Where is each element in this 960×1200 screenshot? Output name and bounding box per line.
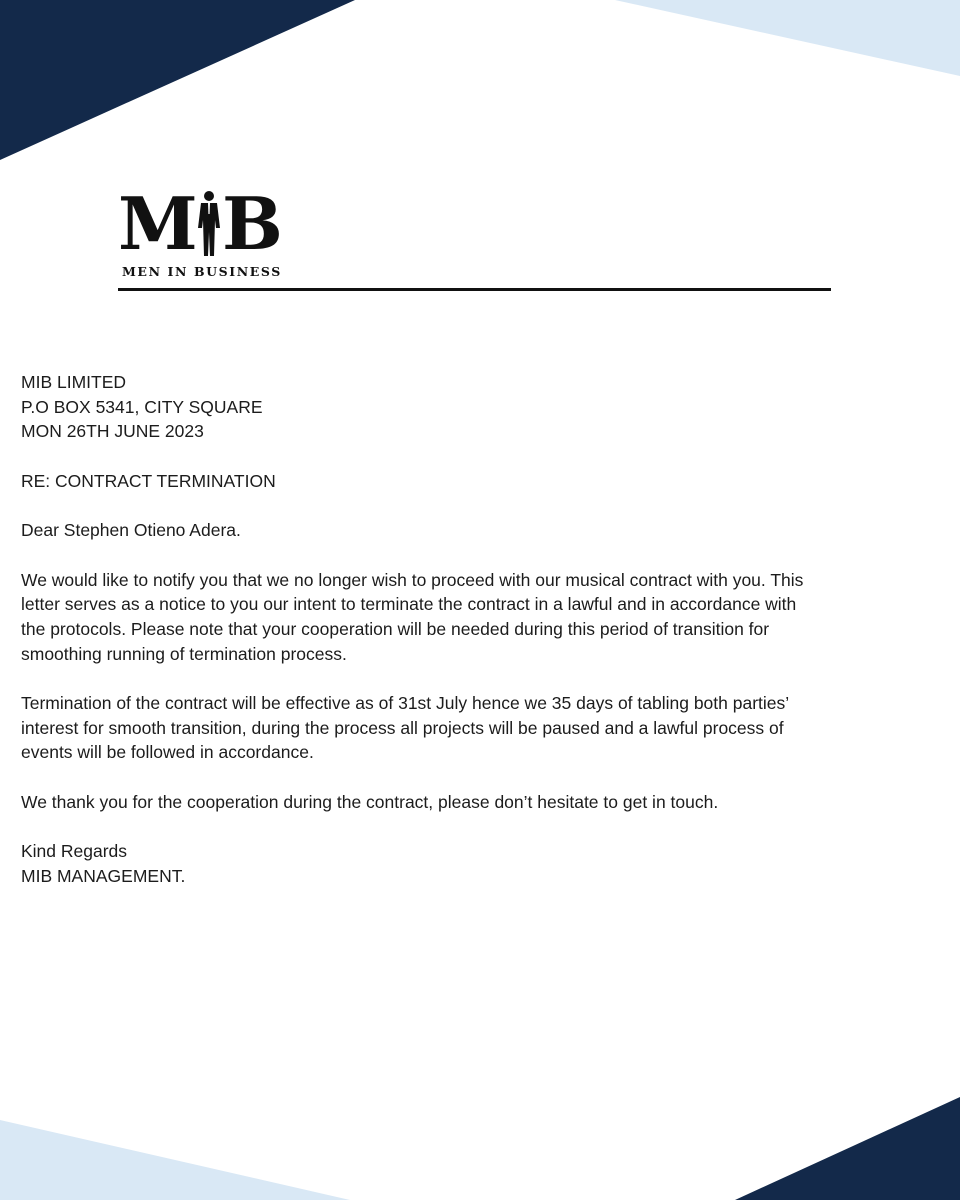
- body-line: Termination of the contract will be effective as of 31st July hence we 35 days of tabling both parties’: [21, 693, 790, 714]
- body-paragraph-1: [21, 568, 956, 667]
- body-line: smoothing running of termination process.: [21, 643, 347, 664]
- letter-body: [21, 370, 956, 913]
- subject-line: RE: CONTRACT TERMINATION: [21, 470, 276, 491]
- company-address: P.O BOX 5341, CITY SQUARE: [21, 396, 263, 417]
- body-line: events will be followed in accordance.: [21, 742, 314, 763]
- salutation: Dear Stephen Otieno Adera.: [21, 520, 241, 541]
- company-name: MIB LIMITED: [21, 372, 127, 392]
- businessman-figure-icon: [194, 190, 224, 260]
- body-line: interest for smooth transition, during the process all projects will be paused and a lawful process of: [21, 717, 784, 738]
- header-divider: [118, 288, 831, 291]
- company-logo: [118, 181, 288, 280]
- sender-block: [21, 370, 956, 444]
- top-left-navy-shape: [0, 0, 355, 160]
- body-line: letter serves as a notice to you our intent to terminate the contract in a lawful and in accordance with: [21, 594, 797, 615]
- top-right-lightblue-shape: [615, 0, 960, 76]
- letter-date: MON 26TH JUNE 2023: [21, 421, 204, 442]
- bottom-left-lightblue-shape: [0, 1120, 350, 1200]
- closing-regards: Kind Regards: [21, 841, 128, 862]
- logo-tagline: MEN IN BUSINESS: [122, 264, 282, 279]
- closing-block: [21, 839, 956, 888]
- bottom-right-navy-shape: [735, 1097, 960, 1200]
- body-paragraph-3: [21, 790, 956, 815]
- body-line: We thank you for the cooperation during the contract, please don’t hesitate to get in touch.: [21, 791, 719, 812]
- logo-letter-m: M: [118, 181, 196, 266]
- body-line: We would like to notify you that we no longer wish to proceed with our musical contract with you. This: [21, 569, 804, 590]
- body-paragraph-2: [21, 691, 956, 765]
- signature: MIB MANAGEMENT.: [21, 865, 186, 886]
- logo-letter-b: B: [222, 181, 281, 266]
- body-line: the protocols. Please note that your cooperation will be needed during this period of transition for: [21, 618, 770, 639]
